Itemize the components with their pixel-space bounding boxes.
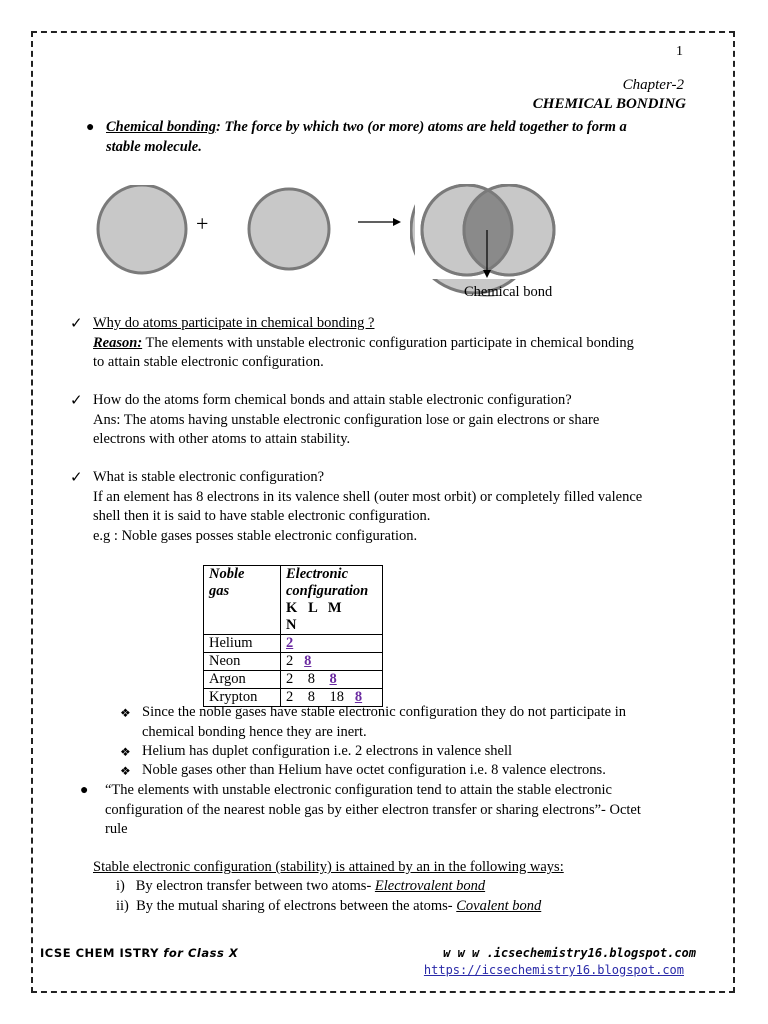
checkmark-icon: ✓: [70, 393, 83, 409]
gas-name: Helium: [204, 635, 281, 653]
footer-website: w w w .icsechemistry16.blogspot.com: [443, 946, 696, 960]
q1-reason-label: Reason:: [93, 334, 143, 351]
checkmark-icon: ✓: [70, 316, 83, 332]
q2-answer-1: Ans: The atoms having unstable electronic configuration lose or gain electrons or share: [93, 411, 600, 428]
q1-reason-1: The elements with unstable electronic configuration participate in chemical bonding: [142, 334, 634, 351]
definition-text: : The force by which two (or more) atoms are held together to form a: [215, 119, 627, 135]
q3-block: [93, 468, 642, 546]
q3-question: What is stable electronic configuration?: [93, 469, 325, 485]
gas-config: 2: [281, 635, 383, 653]
checkmark-icon: ✓: [70, 470, 83, 486]
atom-2: [249, 189, 329, 269]
way-item-2: ii) By the mutual sharing of electrons between the atoms- Covalent bond: [116, 898, 542, 914]
footer-link[interactable]: https://icsechemistry16.blogspot.com: [423, 963, 684, 977]
bullet-dot: ●: [86, 120, 95, 135]
note-2: Helium has duplet configuration i.e. 2 electrons in valence shell: [142, 743, 513, 759]
page-number: 1: [676, 44, 683, 59]
atom-1: [98, 185, 186, 273]
q1-reason-2: to attain stable electronic configuration.: [93, 354, 324, 370]
diamond-bullet-icon: ❖: [120, 745, 131, 759]
table-header-row: [204, 566, 383, 635]
gas-name: Argon: [204, 671, 281, 689]
gas-config: 2 8 18 8: [281, 689, 383, 707]
bullet-dot: ●: [80, 783, 89, 798]
chapter-label: Chapter-2: [622, 77, 684, 93]
definition-text-2: stable molecule.: [106, 138, 202, 155]
q2-block: [93, 391, 599, 450]
gas-name: Krypton: [204, 689, 281, 707]
diamond-bullet-icon: ❖: [120, 764, 131, 778]
chapter-title: CHEMICAL BONDING: [532, 96, 686, 112]
note-1: Since the noble gases have stable electronic configuration they do not participate in chemical bonding hence they are inert.: [142, 704, 626, 740]
table-row: [204, 653, 383, 671]
gas-name: Neon: [204, 653, 281, 671]
ways-heading: Stable electronic configuration (stability) is attained by an in the following ways:: [93, 859, 564, 875]
gas-config: 2 8: [281, 653, 383, 671]
chemical-bond-label: Chemical bond: [464, 284, 553, 300]
note-3: Noble gases other than Helium have octet configuration i.e. 8 valence electrons.: [142, 762, 606, 778]
reaction-arrowhead: [393, 218, 401, 226]
gas-config: 2 8 8: [281, 671, 383, 689]
table-row: [204, 635, 383, 653]
q3-line-2: shell then it is said to have stable electronic configuration.: [93, 508, 431, 524]
q3-line-1: If an element has 8 electrons in its valence shell (outer most orbit) or completely filled valence: [93, 488, 643, 505]
header-config: Electronic configuration K L M N: [281, 566, 383, 635]
noble-gas-table: [203, 565, 383, 707]
table-row: [204, 671, 383, 689]
q2-answer-2: electrons with other atoms to attain stability.: [93, 431, 351, 447]
footer-left: ICSE CHEM ISTRY for Class X: [40, 946, 239, 960]
bond-molecule: [415, 184, 565, 279]
header-noble-gas: Noble gas: [204, 566, 281, 635]
octet-rule: “The elements with unstable electronic configuration tend to attain the stable electronic configuration of the nearest noble gas by either electron transfer or sharing electrons”- Octet rule: [105, 782, 641, 837]
q2-question: How do the atoms form chemical bonds and attain stable electronic configuration?: [93, 392, 572, 408]
diamond-bullet-icon: ❖: [120, 706, 131, 720]
q1-block: [93, 314, 634, 373]
plus-sign: +: [196, 211, 209, 236]
definition: [106, 118, 627, 157]
definition-term: Chemical bonding: [106, 119, 216, 135]
way-item-1: i) By electron transfer between two atoms- Electrovalent bond: [116, 878, 486, 894]
q3-line-3: e.g : Noble gases posses stable electronic configuration.: [93, 527, 418, 544]
q1-question: Why do atoms participate in chemical bonding ?: [93, 315, 375, 331]
